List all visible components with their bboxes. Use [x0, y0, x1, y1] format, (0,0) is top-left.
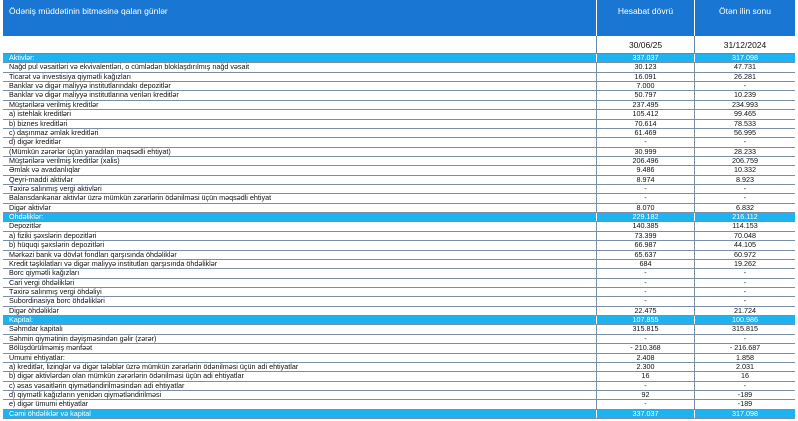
row-label: Digər aktivlər	[9, 203, 51, 212]
row-value-current: 107.855	[596, 316, 694, 324]
row-value-previous: 6.832	[694, 204, 795, 212]
table-row	[3, 222, 795, 231]
date-reporting-period: 30/06/25	[596, 36, 694, 53]
row-value-current: 50.797	[596, 91, 694, 99]
row-value-previous: 56.995	[694, 129, 795, 137]
row-label: e) digər ümumi ehtiyatlar	[9, 400, 89, 409]
table-row	[3, 232, 795, 241]
row-value-current: 22.475	[596, 307, 694, 315]
table-row	[3, 204, 795, 213]
row-label: Müştərilərə verilmiş kreditlər (xalis)	[9, 156, 120, 165]
row-value-previous: 2.031	[694, 363, 795, 371]
row-value-previous: 78.533	[694, 120, 795, 128]
row-label: a) fiziki şəxslərin depozitləri	[9, 231, 97, 240]
table-row	[3, 391, 795, 400]
row-value-current: -	[596, 288, 694, 296]
row-value-current: 8.974	[596, 176, 694, 184]
row-value-current: -	[596, 269, 694, 277]
row-value-current: 66.987	[596, 241, 694, 249]
row-value-current: 8.070	[596, 204, 694, 212]
row-label: Ticarət və investisiya qiymətli kağızları	[9, 72, 131, 81]
row-label: d) digər kreditlər	[9, 138, 61, 147]
row-value-previous: -	[694, 382, 795, 390]
table-row	[3, 148, 795, 157]
row-value-previous: 26.281	[694, 73, 795, 81]
date-row-blank	[3, 36, 596, 53]
row-label: Borc qiymətli kağızları	[9, 269, 80, 278]
row-value-previous: -189	[694, 391, 795, 399]
table-row	[3, 382, 795, 391]
row-value-previous: 1.858	[694, 354, 795, 362]
row-label: Depozitlər	[9, 222, 42, 231]
row-label: Digər öhdəliklər	[9, 306, 59, 315]
row-value-current: 9.486	[596, 166, 694, 174]
row-value-current: 73.399	[596, 232, 694, 240]
row-value-previous: -	[694, 279, 795, 287]
row-label: Bölüşdürülməmiş mənfəət	[9, 344, 93, 353]
table-row	[3, 251, 795, 260]
row-value-current: -	[596, 194, 694, 202]
row-label: Nağd pul vəsaitləri və ekvivalentləri, o cümlədən bloklaşdırılmış nağd vəsait	[9, 63, 250, 72]
row-value-previous: 114.153	[694, 222, 795, 230]
table-row	[3, 185, 795, 194]
row-value-previous: 60.972	[694, 251, 795, 259]
table-row	[3, 241, 795, 250]
row-value-current: 315.815	[596, 325, 694, 333]
row-value-previous: -	[694, 297, 795, 305]
row-value-current: 65.637	[596, 251, 694, 259]
table-header	[3, 0, 795, 36]
row-label: Subordinasiya borc öhdəlikləri	[9, 297, 105, 306]
row-value-previous: 317.098	[694, 410, 795, 418]
row-value-current: 105.412	[596, 110, 694, 118]
row-label: a) istehlak kreditləri	[9, 110, 71, 119]
table-row	[3, 120, 795, 129]
date-previous-year-end: 31/12/2024	[694, 36, 795, 53]
row-value-current: 16.091	[596, 73, 694, 81]
row-value-previous: -	[694, 194, 795, 202]
row-value-current: - 210.368	[596, 344, 694, 352]
row-value-previous: 10.332	[694, 166, 795, 174]
row-value-previous: 216.112	[694, 213, 795, 221]
row-value-previous: 100.986	[694, 316, 795, 324]
row-label: Cəmi öhdəliklər və kapital	[9, 409, 91, 418]
table-row	[3, 110, 795, 119]
row-value-previous: -	[694, 138, 795, 146]
row-value-previous: 19.262	[694, 260, 795, 268]
row-label: Öhdəliklər:	[9, 213, 44, 222]
row-label: Banklar və digər maliyyə institutlarına verilən kreditlər	[9, 91, 179, 100]
row-label: Aktivlər:	[9, 54, 35, 62]
row-value-current: -	[596, 185, 694, 193]
row-value-previous: 44.105	[694, 241, 795, 249]
row-label: Kredit təşkilatları və digər maliyyə institutları qarşısında öhdəliklər	[9, 259, 218, 268]
balance-sheet-table	[3, 0, 795, 419]
row-label: b) hüquqi şəxslərin depozitləri	[9, 241, 105, 250]
section-row	[3, 316, 795, 325]
row-value-current: 206.496	[596, 157, 694, 165]
row-label: Ümumi ehtiyatlar:	[9, 353, 65, 362]
section-row	[3, 54, 795, 63]
row-value-current: 229.182	[596, 213, 694, 221]
table-row	[3, 63, 795, 72]
table-row	[3, 176, 795, 185]
row-value-previous: -	[694, 269, 795, 277]
table-row	[3, 101, 795, 110]
row-value-current: 30.123	[596, 63, 694, 71]
table-row	[3, 307, 795, 316]
row-label: Təxirə salınmış vergi öhdəliyi	[9, 287, 102, 296]
row-label: Səhmin qiymətinin dəyişməsindən gəlir (zərər)	[9, 334, 157, 343]
row-label: Səhmdar kapitalı	[9, 325, 63, 334]
row-label: a) kreditlər, lizinqlər və digər tələblər üzrə mümkün zərərlərin ödənilməsi üçün adi ehtiyatlar	[9, 362, 299, 371]
table-row	[3, 325, 795, 334]
table-row	[3, 166, 795, 175]
row-label: Təxirə salınmış vergi aktivləri	[9, 185, 102, 194]
row-value-current: 2.408	[596, 354, 694, 362]
section-row	[3, 213, 795, 222]
row-value-previous: 16	[694, 372, 795, 380]
row-label: (Mümkün zərərlər üçün yaradılan məqsədli ehtiyat)	[9, 147, 171, 156]
row-label: Qeyri-maddi aktivlər	[9, 175, 73, 184]
row-label: Müştərilərə verilmiş kreditlər	[9, 100, 99, 109]
table-row	[3, 288, 795, 297]
table-row	[3, 157, 795, 166]
row-label: Mərkəzi bank və dövlət fondları qarşısında öhdəliklər	[9, 250, 177, 259]
row-label: Banklar və digər maliyyə institutlarındakı depozitlər	[9, 82, 171, 91]
row-value-current: 92	[596, 391, 694, 399]
header-title: Ödəniş müddətinin bitməsinə qalan günlər	[9, 6, 168, 16]
table-row	[3, 279, 795, 288]
row-value-current: 684	[596, 260, 694, 268]
row-label: Cari vergi öhdəlikləri	[9, 278, 75, 287]
row-value-current: 337.037	[596, 410, 694, 418]
table-body	[3, 54, 795, 419]
table-row	[3, 372, 795, 381]
table-row	[3, 354, 795, 363]
row-label: Balansdankənar aktivlər üzrə mümkün zərərlərin ödənilməsi üçün məqsədli ehtiyat	[9, 194, 272, 203]
table-row	[3, 297, 795, 306]
row-label: c) daşınmaz əmlak kreditləri	[9, 128, 99, 137]
row-value-current: -	[596, 279, 694, 287]
table-row	[3, 335, 795, 344]
row-label: Əmlak və avadanlıqlar	[9, 166, 81, 175]
row-value-current: 237.495	[596, 101, 694, 109]
row-value-current: 7.000	[596, 82, 694, 90]
row-value-previous: 234.993	[694, 101, 795, 109]
row-value-previous: -189	[694, 400, 795, 408]
row-label: c) əsas vəsaitlərin qiymətləndirilməsindən adi ehtiyatlar	[9, 381, 185, 390]
row-value-previous: 8.923	[694, 176, 795, 184]
table-row	[3, 363, 795, 372]
row-value-current: -	[596, 138, 694, 146]
row-value-previous: 70.048	[694, 232, 795, 240]
table-row	[3, 260, 795, 269]
row-value-previous: 317.098	[694, 54, 795, 62]
row-value-current: -	[596, 400, 694, 408]
row-value-current: -	[596, 382, 694, 390]
row-value-previous: -	[694, 288, 795, 296]
row-value-current: 30.999	[596, 148, 694, 156]
row-value-current: 140.385	[596, 222, 694, 230]
table-row	[3, 73, 795, 82]
table-row	[3, 138, 795, 147]
table-row	[3, 129, 795, 138]
row-value-previous: 21.724	[694, 307, 795, 315]
row-value-previous: -	[694, 185, 795, 193]
row-value-current: 16	[596, 372, 694, 380]
row-label: Kapital:	[9, 316, 33, 325]
row-value-current: -	[596, 335, 694, 343]
row-label: b) digər aktivlərdən olan mümkün zərərlərin ödənilməsi üçün adi ehtiyatlar	[9, 372, 244, 381]
table-row	[3, 82, 795, 91]
row-value-current: 61.469	[596, 129, 694, 137]
row-value-previous: 315.815	[694, 325, 795, 333]
row-value-previous: -	[694, 335, 795, 343]
header-reporting-period: Hesabat dövrü	[596, 0, 694, 36]
table-row	[3, 269, 795, 278]
header-previous-year-end: Ötən ilin sonu	[694, 0, 795, 36]
table-row	[3, 91, 795, 100]
row-value-current: 70.614	[596, 120, 694, 128]
row-value-current: 337.037	[596, 54, 694, 62]
date-row	[3, 36, 795, 54]
row-value-previous: 206.759	[694, 157, 795, 165]
table-row	[3, 400, 795, 409]
row-value-previous: -	[694, 82, 795, 90]
row-value-previous: - 216.687	[694, 344, 795, 352]
row-value-current: -	[596, 297, 694, 305]
row-value-previous: 10.239	[694, 91, 795, 99]
row-value-previous: 28.233	[694, 148, 795, 156]
row-label: b) biznes kreditləri	[9, 119, 68, 128]
table-row	[3, 344, 795, 353]
row-label: d) qiymətli kağızların yenidən qiymətləndirilməsi	[9, 390, 162, 399]
row-value-previous: 47.731	[694, 63, 795, 71]
table-row	[3, 194, 795, 203]
row-value-previous: 99.465	[694, 110, 795, 118]
row-value-current: 2.300	[596, 363, 694, 371]
section-row	[3, 410, 795, 419]
